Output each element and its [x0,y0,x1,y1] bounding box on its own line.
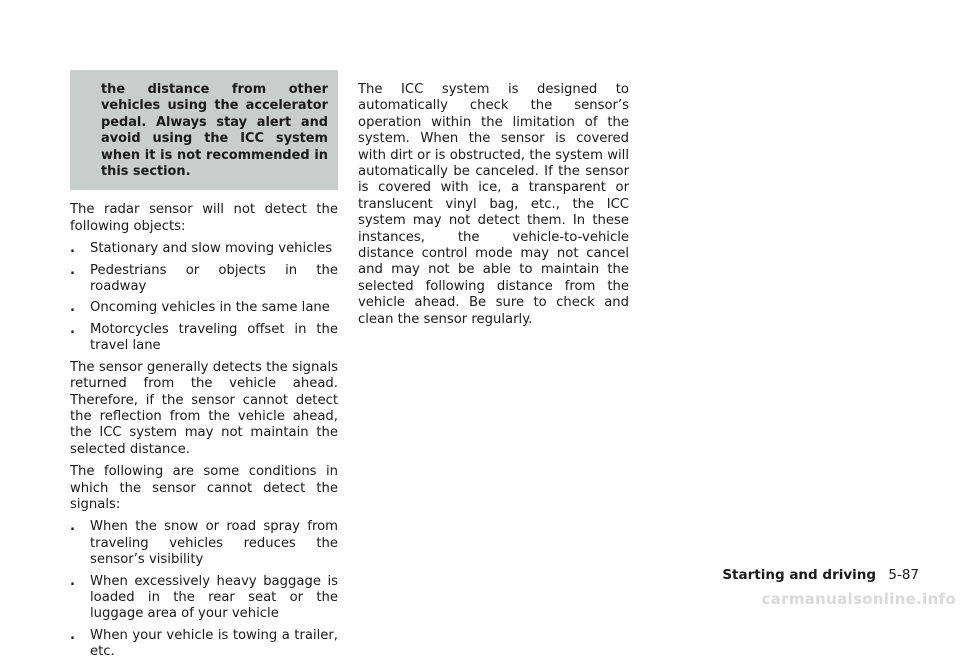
list-item: . Stationary and slow moving vehicles [70,241,333,257]
list-item: . Motorcycles traveling offset in the travel lane [70,321,338,354]
signals-paragraph: The sensor generally detects the signals returned from the vehicle ahead. Therefore, if the sensor cannot detect the reflection from the vehicle ahead, the ICC system may not maintain the selected distance. [70,359,338,457]
warning-box [70,70,338,190]
warning-text: the distance from other vehicles using the accelerator pedal. Always stay alert and avoid using the ICC system when it is not recommended in this section. [101,82,328,180]
section-title: Starting and driving [722,567,877,583]
right-column [358,82,629,334]
list-item: . When excessively heavy baggage is loaded in the rear seat or the luggage area of your vehicle [70,573,338,622]
conditions-list [70,519,338,660]
list-item: . When the snow or road spray from traveling vehicles reduces the sensor’s visibility [70,519,338,568]
watermark: carmanualsonline.info [761,590,956,608]
page-number: 5-87 [888,567,919,583]
undetected-objects-list [70,241,338,354]
list-item: . Pedestrians or objects in the roadway [70,262,338,295]
left-column [70,70,338,666]
radar-intro-paragraph: The radar sensor will not detect the following objects: [70,202,338,234]
icc-system-paragraph: The ICC system is designed to automatically check the sensor’s operation within the limitation of the system. When the sensor is covered with dirt or is obstructed, the system will automatically be canceled. If the sensor is covered with ice, a transparent or translucent vinyl bag, etc., the ICC system may not detect them. In these instances, the vehicle-to-vehicle distance control mode may not cancel and may not be able to maintain the selected following distance from the vehicle ahead. Be sure to check and clean the sensor regularly. [358,82,629,327]
list-item: . Oncoming vehicles in the same lane [70,300,330,316]
conditions-paragraph: The following are some conditions in which the sensor cannot detect the signals: [70,464,338,512]
list-item: . When your vehicle is towing a trailer, etc. [70,627,338,660]
page-footer [722,567,919,583]
